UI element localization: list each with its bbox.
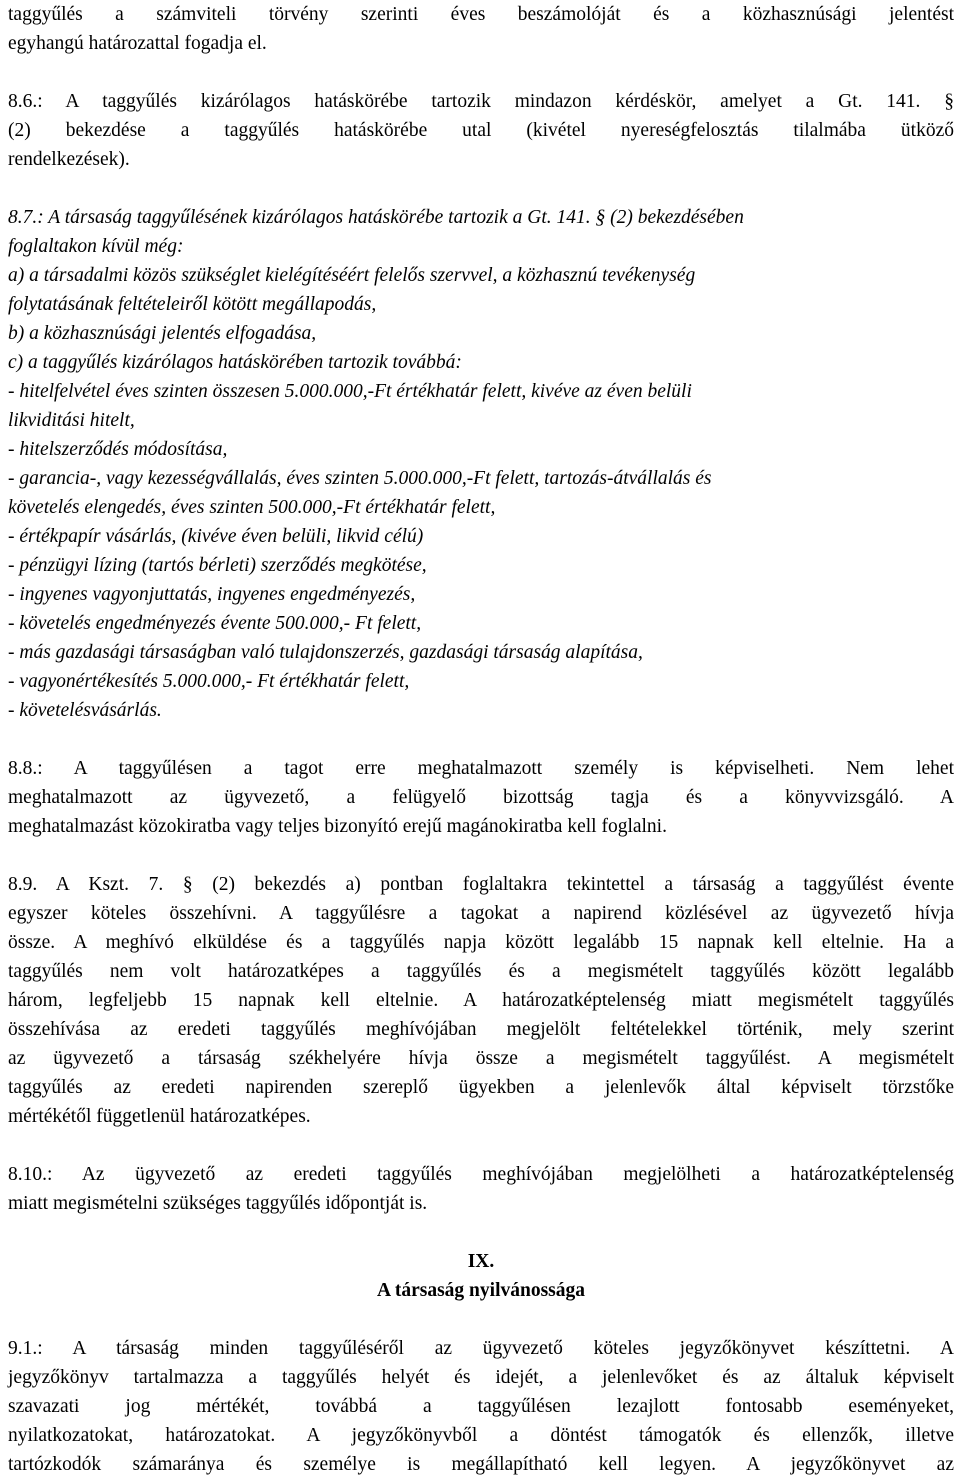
text-line: 9.1.: A társaság minden taggyűléséről az ügyvezető köteles jegyzőkönyvet készíttetni. A [8,1338,954,1359]
text-line: szavazati jog mértékét, továbbá a taggyűlésen lezajlott fontosabb eseményeket, [8,1396,954,1417]
list-item: folytatásának feltételeiről kötött megállapodás, [8,294,377,315]
section-title: A társaság nyilvánossága [376,1280,586,1301]
list-item: - értékpapír vásárlás, (kivéve éven belüli, likvid célú) [8,526,424,547]
text-line: 8.10.: Az ügyvezető az eredeti taggyűlés meghívójában megjelölheti a határozatképtelenség [8,1164,954,1185]
list-item: likviditási hitelt, [8,410,135,431]
text-line: taggyűlés nem volt határozatképes a taggyűlés és a megismételt taggyűlés között legalább [8,961,954,982]
text-line: 8.8.: A taggyűlésen a tagot erre meghatalmazott személy is képviselheti. Nem lehet [8,758,954,779]
paragraph-8-8 [8,754,954,841]
list-item: b) a közhasznúsági jelentés elfogadása, [8,323,317,344]
text-line: össze. A meghívó elküldése és a taggyűlés napja között legalább 15 napnak kell eltelnie. Ha a [8,932,954,953]
text-line: miatt megismételni szükséges taggyűlés időpontját is. [8,1193,428,1214]
paragraph-8-10 [8,1160,954,1218]
text-line: mértékétől függetlenül határozatképes. [8,1106,311,1127]
text-line: egyszer köteles összehívni. A taggyűlésre a tagokat a napirend közlésével az ügyvezető hívja [8,903,954,924]
list-item: követelés elengedés, éves szinten 500.000,-Ft értékhatár felett, [8,497,496,518]
list-item: - vagyonértékesítés 5.000.000,- Ft értékhatár felett, [8,671,410,692]
paragraph-9-1 [8,1334,954,1479]
text-line: jegyzőkönyv tartalmazza a taggyűlés helyét és idejét, a jelenlevőket és az általuk képviselt [8,1367,954,1388]
text-line: 8.7.: A társaság taggyűlésének kizárólagos hatáskörébe tartozik a Gt. 141. § (2) bekezdésében [8,207,744,228]
text-line: 8.6.: A taggyűlés kizárólagos hatáskörébe tartozik mindazon kérdéskör, amelyet a Gt. 141. § [8,91,954,112]
text-line: egyhangú határozattal fogadja el. [8,33,267,54]
list-item: - hitelszerződés módosítása, [8,439,228,460]
text-line: három, legfeljebb 15 napnak kell eltelnie. A határozatképtelenség miatt megismételt taggyűlés [8,990,954,1011]
text-line: taggyűlés az eredeti napirenden szereplő ügyekben a jelenlevők által képviselt törzstőke [8,1077,954,1098]
text-line: az ügyvezető a társaság székhelyére hívja össze a megismételt taggyűlést. A megismételt [8,1048,954,1069]
paragraph-intro [8,0,954,58]
list-item: c) a taggyűlés kizárólagos hatáskörében tartozik továbbá: [8,352,462,373]
text-line: taggyűlés a számviteli törvény szerinti éves beszámolóját és a közhasznúsági jelentést [8,4,954,25]
list-item: - más gazdasági társaságban való tulajdonszerzés, gazdasági társaság alapítása, [8,642,643,663]
text-line: nyilatkozatokat, határozatokat. A jegyzőkönyvből a döntést támogatók és ellenzők, illetve [8,1425,954,1446]
list-item: - követelésvásárlás. [8,700,162,721]
text-line: meghatalmazott az ügyvezető, a felügyelő bizottság tagja és a könyvvizsgáló. A [8,787,954,808]
list-item: a) a társadalmi közös szükséglet kielégítéséért felelős szervvel, a közhasznú tevékenység [8,265,696,286]
text-line: rendelkezések). [8,149,130,170]
text-line: összehívása az eredeti taggyűlés meghívójában megjelölt feltételekkel történik, mely szerint [8,1019,954,1040]
text-line: (2) bekezdése a taggyűlés hatáskörébe utal (kivétel nyereségfelosztás tilalmába ütköző [8,120,954,141]
paragraph-8-9 [8,870,954,1131]
list-item: - hitelfelvétel éves szinten összesen 5.000.000,-Ft értékhatár felett, kivéve az éven belüli [8,381,692,402]
text-line: tartózkodók számaránya és személye is megállapítható kell legyen. A jegyzőkönyvet az [8,1454,954,1475]
list-item: - ingyenes vagyonjuttatás, ingyenes engedményezés, [8,584,416,605]
text-line: 8.9. A Kszt. 7. § (2) bekezdés a) pontban foglaltakra tekintettel a társaság a taggyűlést évente [8,874,954,895]
paragraph-8-7 [8,203,954,725]
text-line: meghatalmazást közokiratba vagy teljes bizonyító erejű magánokiratba kell foglalni. [8,816,667,837]
text-line: foglaltakon kívül még: [8,236,184,257]
list-item: - pénzügyi lízing (tartós bérleti) szerződés megkötése, [8,555,427,576]
document-page [8,0,954,1479]
list-item: - követelés engedményezés évente 500.000,- Ft felett, [8,613,422,634]
section-number: IX. [467,1251,495,1272]
list-item: - garancia-, vagy kezességvállalás, éves szinten 5.000.000,-Ft felett, tartozás-átvállalás és [8,468,712,489]
paragraph-8-6 [8,87,954,174]
